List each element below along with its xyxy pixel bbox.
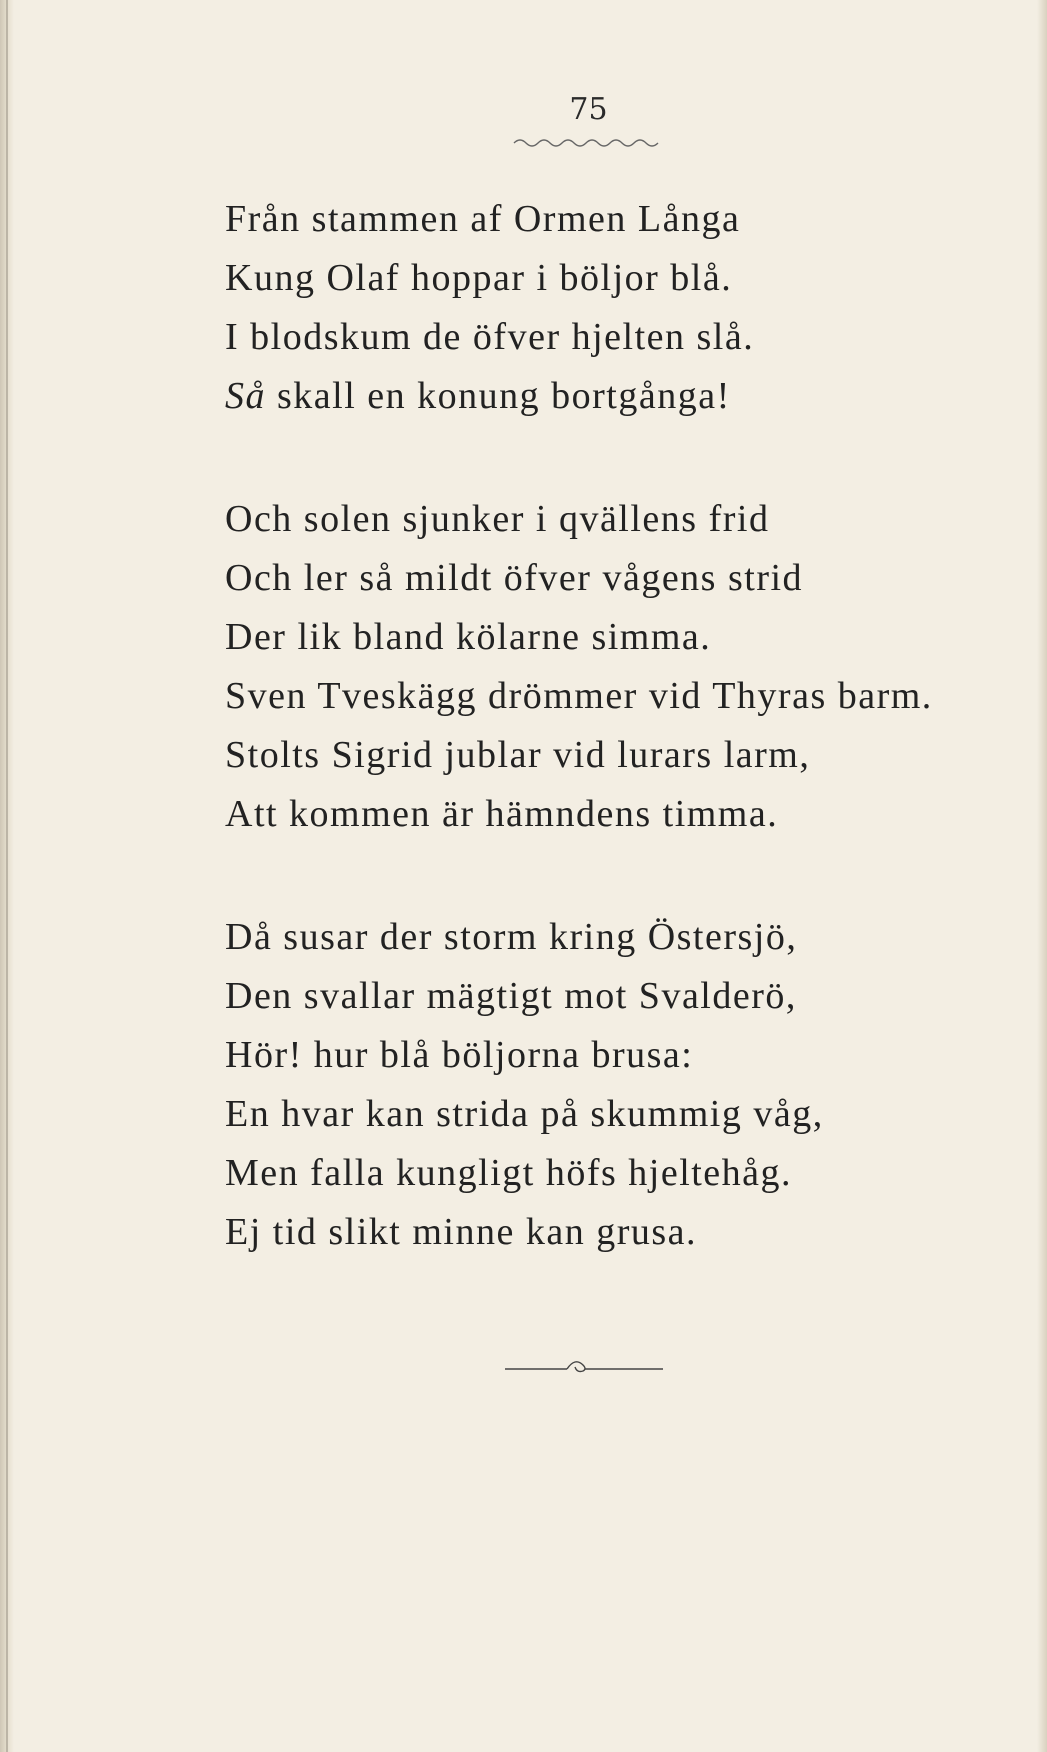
poem-line: Hör! hur blå böljorna brusa:	[225, 1034, 694, 1076]
wavy-line-ornament	[512, 136, 662, 150]
poem-line: Men falla kungligt höfs hjeltehåg.	[225, 1152, 793, 1194]
fleuron-line-ornament	[505, 1355, 665, 1375]
poem-line: Sven Tveskägg drömmer vid Thyras barm.	[225, 675, 933, 717]
poem-line: Kung Olaf hoppar i böljor blå.	[225, 257, 733, 299]
poem-line: En hvar kan strida på skummig våg,	[225, 1093, 824, 1135]
poem	[225, 190, 933, 1326]
poem-line: Ej tid slikt minne kan grusa.	[225, 1211, 698, 1253]
stanza-2	[225, 490, 933, 844]
poem-line-rest: skall en konung bortgånga!	[266, 375, 731, 417]
page-number: 75	[569, 92, 608, 127]
poem-line-italic-word: Så	[225, 375, 266, 417]
poem-line: Den svallar mägtigt mot Svalderö,	[225, 975, 797, 1017]
poem-line: Och ler så mildt öfver vågens strid	[225, 557, 804, 599]
page-edge-shadow	[1037, 0, 1047, 1752]
poem-line: Der lik bland kölarne simma.	[225, 616, 712, 658]
poem-line: Från stammen af Ormen Långa	[225, 198, 741, 240]
poem-line	[225, 367, 933, 426]
stanza-3	[225, 908, 933, 1262]
stanza-1	[225, 190, 933, 426]
page-gutter-line	[6, 0, 8, 1752]
poem-line: Att kommen är hämndens timma.	[225, 793, 779, 835]
poem-line: Och solen sjunker i qvällens frid	[225, 498, 770, 540]
poem-line: Stolts Sigrid jublar vid lurars larm,	[225, 734, 811, 776]
poem-line: Då susar der storm kring Östersjö,	[225, 916, 798, 958]
poem-line: I blodskum de öfver hjelten slå.	[225, 316, 755, 358]
